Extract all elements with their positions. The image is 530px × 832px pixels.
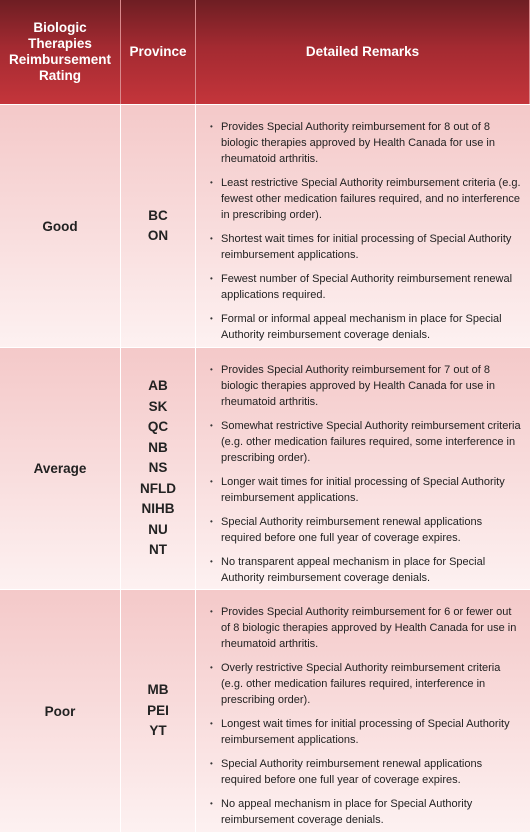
province-list [140,376,176,561]
province: NT [149,542,167,558]
remark-item: • Formal or informal appeal mechanism in place for Special Authority reimbursement coverage denials. [210,311,522,343]
remark-item: • Provides Special Authority reimbursement for 6 or fewer out of 8 biologic therapies approved by Health Canada for use in rheumatoid arthritis. [210,604,522,652]
remarks-cell-poor [196,589,530,832]
remark-item: • Fewest number of Special Authority reimbursement renewal applications required. [210,271,522,303]
rating-poor: Poor [0,589,121,832]
province: MB [147,682,169,698]
remarks-list [210,604,522,828]
province: ON [147,228,169,243]
remark-item: • Special Authority reimbursement renewal applications required before one full year of coverage expires. [210,514,522,546]
province-cell-average [121,347,196,589]
province-list [148,206,168,247]
province: YT [149,723,167,739]
province: NS [148,460,168,476]
remark-item: • Provides Special Authority reimbursement for 8 out of 8 biologic therapies approved by Health Canada for use in rheumatoid arthritis. [210,119,522,167]
header-rating: Biologic Therapies Reimbursement Rating [0,0,121,104]
header-remarks: Detailed Remarks [196,0,530,104]
remarks-list [210,119,522,343]
remark-item: • Longer wait times for initial processing of Special Authority reimbursement applications. [210,474,522,506]
province: BC [148,207,168,223]
remarks-cell-average [196,347,530,589]
remark-item: • No appeal mechanism in place for Special Authority reimbursement coverage denials. [210,796,522,828]
remark-item: • Provides Special Authority reimbursement for 7 out of 8 biologic therapies approved by Health Canada for use in rheumatoid arthritis. [210,362,522,410]
province: NFLD [140,480,176,496]
province-cell-poor [121,589,196,832]
remark-item: • Somewhat restrictive Special Authority reimbursement criteria (e.g. other medication failures required, some interference in prescribing order). [210,418,522,466]
remarks-cell-good [196,104,530,347]
remark-item: • Shortest wait times for initial processing of Special Authority reimbursement applications. [210,231,522,263]
province: NU [148,521,168,537]
rating-good: Good [0,104,121,347]
remark-item: • Least restrictive Special Authority reimbursement criteria (e.g. fewest other medication failures required, and no interference in prescribing order). [210,175,522,223]
remark-item: • Longest wait times for initial processing of Special Authority reimbursement applications. [210,716,522,748]
remark-item: • No transparent appeal mechanism in place for Special Authority reimbursement coverage denials. [210,554,522,586]
province-list [147,680,169,742]
remark-item: • Overly restrictive Special Authority reimbursement criteria (e.g. other medication failures required, interference in prescribing order). [210,660,522,708]
rating-average: Average [0,347,121,589]
header-province: Province [121,0,196,104]
province: QC [147,419,169,435]
province: AB [148,378,168,394]
province-cell-good [121,104,196,347]
remark-item: • Special Authority reimbursement renewal applications required before one full year of coverage expires. [210,756,522,788]
province: NIHB [141,501,175,517]
province: NB [148,439,168,455]
province: SK [148,398,168,414]
province: PEI [147,702,169,718]
remarks-list [210,362,522,586]
